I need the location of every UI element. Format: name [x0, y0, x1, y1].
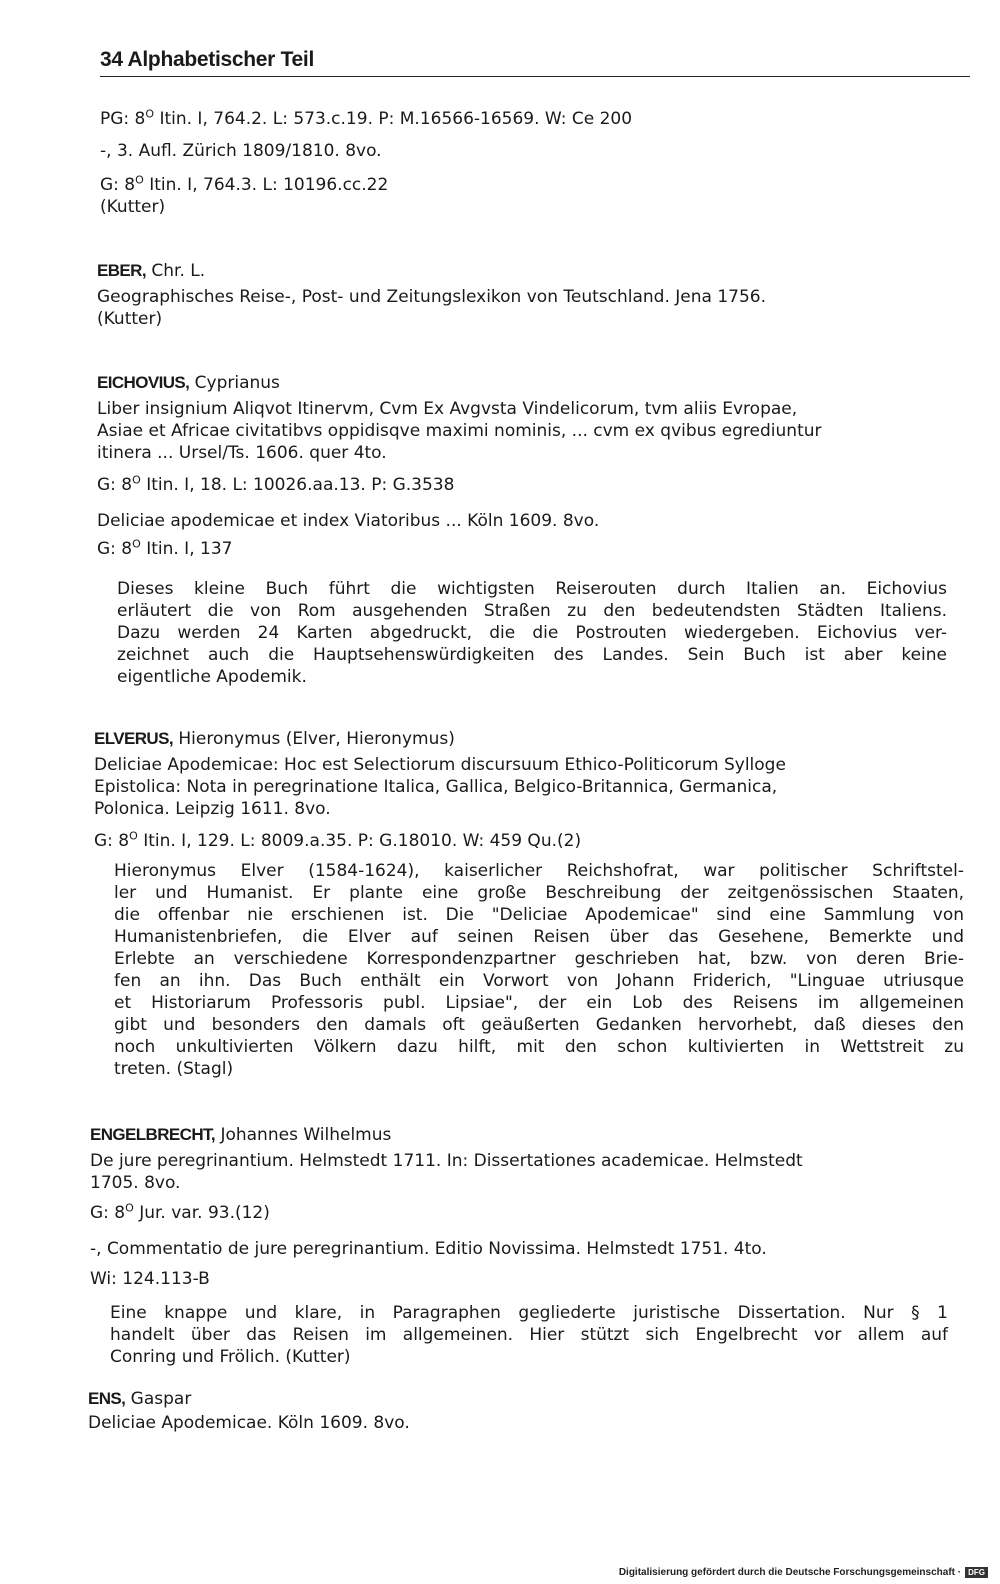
title-line: Deliciae Apodemicae. Köln 1609. 8vo. [88, 1413, 410, 1433]
author-heading: EICHOVIUS, Cyprianus [97, 373, 280, 393]
title-line: itinera ... Ursel/Ts. 1606. quer 4to. [97, 443, 387, 463]
author-heading: ENGELBRECHT, Johannes Wilhelmus [90, 1125, 392, 1145]
header-rule [100, 76, 970, 77]
annotation: Eine knappe und klare, in Paragraphen gegliederte juristische Dissertation. Nur § 1 handelt über das Reisen im allgemeinen. Hier stützt sich Engelbrecht vor allem auf Conring und Frölich. (Kutter) [110, 1303, 948, 1367]
holdings-line: G: $8^O$ Itin. I, 129. L: 8009.a.35. P: G.18010. W: 459 Qu.(2) [94, 829, 582, 851]
title-line: -, Commentatio de jure peregrinantium. Editio Novissima. Helmstedt 1751. 4to. [90, 1239, 767, 1259]
holdings-line: G: $8^O$ Itin. I, 764.3. L: 10196.cc.22 [100, 173, 389, 195]
title-line: Epistolica: Nota in peregrinatione Italica, Gallica, Belgico-Britannica, Germanica, [94, 777, 778, 797]
author-heading: ENS, Gaspar [88, 1389, 192, 1409]
author-heading: EBER, Chr. L. [97, 261, 206, 281]
title-line: Deliciae apodemicae et index Viatoribus ... Köln 1609. 8vo. [97, 511, 600, 531]
page-header [100, 48, 970, 72]
title-line: Deliciae Apodemicae: Hoc est Selectiorum discursuum Ethico-Politicorum Sylloge [94, 755, 786, 775]
title-line: Geographisches Reise-, Post- und Zeitungslexikon von Teutschland. Jena 1756. [97, 287, 766, 307]
edition-line: -, 3. Aufl. Zürich 1809/1810. 8vo. [100, 141, 382, 161]
title-line: Asiae et Africae civitatibvs oppidisqve maximi nominis, ... cvm ex qvibus egrediuntur [97, 421, 822, 441]
holdings-line: G: $8^O$ Itin. I, 137 [97, 537, 233, 559]
page-number: 34 [100, 48, 123, 71]
dfg-logo: DFG [965, 1567, 988, 1578]
holdings-line: PG: $8^O$ Itin. I, 764.2. L: 573.c.19. P: M.16566-16569. W: Ce 200 [100, 107, 633, 129]
holdings-line: Wi: 124.113-B [90, 1269, 210, 1289]
holdings-line: G: $8^O$ Jur. var. 93.(12) [90, 1201, 270, 1223]
title-line: Liber insignium Aliqvot Itinervm, Cvm Ex Avgvsta Vindelicorum, tvm aliis Evropae, [97, 399, 798, 419]
holdings-line: G: $8^O$ Itin. I, 18. L: 10026.aa.13. P: G.3538 [97, 473, 455, 495]
title-line: 1705. 8vo. [90, 1173, 181, 1193]
annotation: Hieronymus Elver (1584-1624), kaiserlicher Reichshofrat, war politischer Schriftstel- ler und Humanist. Er plante eine große Beschreibung der zeitgenössischen Staaten, die offenbar nie erschienen ist. Die "Deliciae Apodemicae" sind eine Sammlung von Humanistenbriefen, die Elver auf seinen Reisen über das Gesehene, Bemerkte und Erlebte an verschiedene Korrespondenzpartner geschrieben hat, bzw. von deren Brie- fen an ihn. Das Buch enthält ein Vorwort von Johann Friderich, "Linguae utriusque et Historiarum Professoris publ. Lipsiae", der ein Lob des Reisens im allgemeinen gibt und besonders den damals oft geäußerten Gedanken hervorhebt, daß dieses den noch unkultivierten Völkern dazu hilft, mit den schon kultivierten in Wettstreit zu treten. (Stagl) [114, 861, 964, 1079]
page-title [100, 48, 970, 72]
section-title: Alphabetischer Teil [127, 48, 314, 71]
annotation: Dieses kleine Buch führt die wichtigsten Reiserouten durch Italien an. Eichovius erläutert die von Rom ausgehenden Straßen zu den bedeutendsten Städten Italiens. Dazu werden 24 Karten abgedruckt, die die Postrouten wiedergeben. Eichovius ver- zeichnet auch die Hauptsehenswürdigkeiten des Landes. Sein Buch ist aber keine eigentliche Apodemik. [117, 579, 947, 687]
author-heading: ELVERUS, Hieronymus (Elver, Hieronymus) [94, 729, 455, 749]
digitization-credit [619, 1567, 988, 1578]
reviewer-line: (Kutter) [100, 197, 166, 217]
title-line: De jure peregrinantium. Helmstedt 1711. In: Dissertationes academicae. Helmstedt [90, 1151, 803, 1171]
title-line: Polonica. Leipzig 1611. 8vo. [94, 799, 331, 819]
credit-text: Digitalisierung gefördert durch die Deutsche Forschungsgemeinschaft · [618, 1567, 962, 1578]
reviewer-line: (Kutter) [97, 309, 163, 329]
